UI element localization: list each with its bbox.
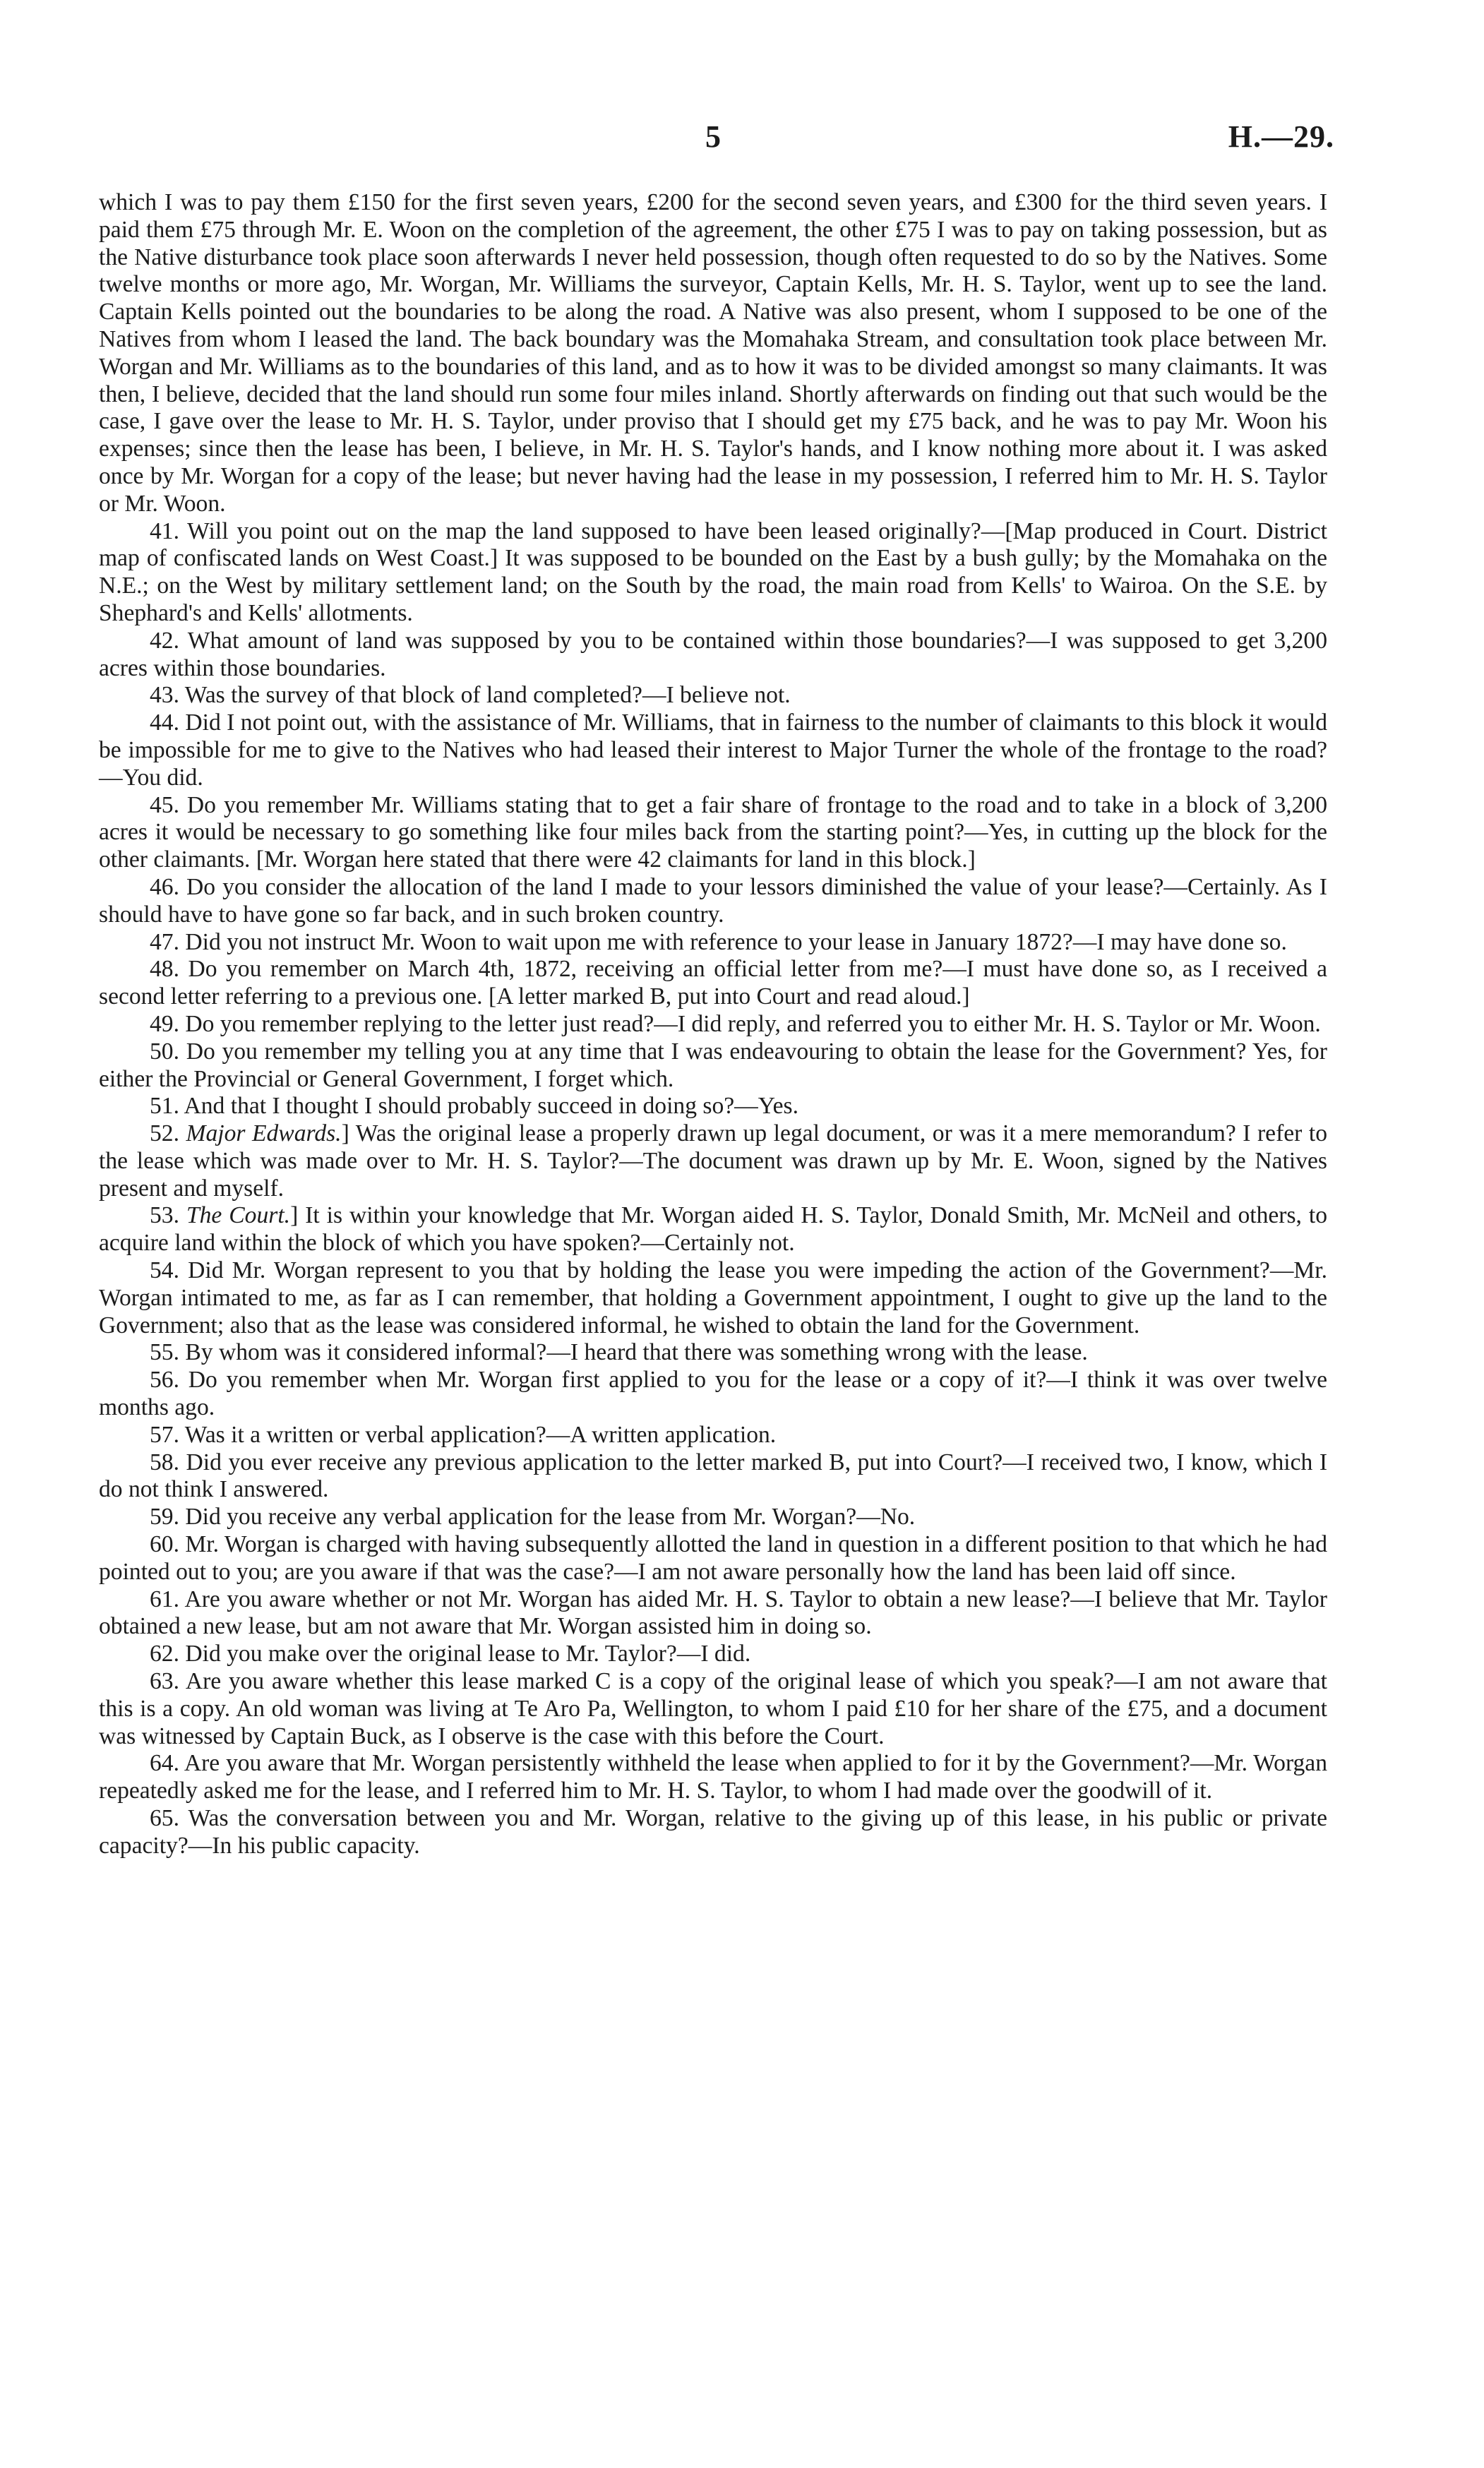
question-number: 53. [150,1202,179,1229]
paragraph-q42: 42. What amount of land was supposed by you to be contained within those boundaries?—I was supposed to get 3,200 acres within those boundaries. [99,627,1327,681]
document-reference: H.—29. [1228,119,1334,154]
paragraph-q54: 54. Did Mr. Worgan represent to you that by holding the lease you were impeding the action of the Government?—Mr. Worgan intimated to me, as far as I can remember, that holding a Government appointment, I ought to give up the land to the Government; also that as the lease was considered informal, he wished to obtain the land for the Government. [99,1257,1327,1338]
page-number: 5 [705,119,721,154]
paragraph-q57: 57. Was it a written or verbal application?—A written application. [150,1421,777,1448]
paragraph-q55: 55. By whom was it considered informal?—I heard that there was something wrong with the lease. [150,1339,1088,1366]
body-text [99,189,1327,1860]
question-number: 52. [150,1120,179,1147]
paragraph-continuation: which I was to pay them £150 for the first seven years, £200 for the second seven years, and £300 for the third seven years. I paid them £75 through Mr. E. Woon on the completion of the agreement, the other £75 I was to pay on taking possession, but as the Native disturbance took place soon afterwards I never held possession, though often requested to do so by the Natives. Some twelve months or more ago, Mr. Worgan, Mr. Williams the surveyor, Captain Kells, Mr. H. S. Taylor, went up to see the land. Captain Kells pointed out the boundaries to be along the road. A Native was also present, whom I supposed to be one of the Natives from whom I leased the land. The back boundary was the Momahaka Stream, and consultation took place between Mr. Worgan and Mr. Williams as to the boundaries of this land, and as to how it was to be divided amongst so many claimants. It was then, I believe, decided that the land should run some four miles inland. Shortly afterwards on finding out that such would be the case, I gave over the lease to Mr. H. S. Taylor, under proviso that I should get my £75 back, and he was to pay Mr. Woon his expenses; since then the lease has been, I believe, in Mr. H. S. Taylor's hands, and I know nothing more about it. I was asked once by Mr. Worgan for a copy of the lease; but never having had the lease in my possession, I referred him to Mr. H. S. Taylor or Mr. Woon. [99,189,1327,517]
paragraph-q50: 50. Do you remember my telling you at any time that I was endeavouring to obtain the lease for the Government? Yes, for either the Provincial or General Government, I forget which. [99,1038,1327,1092]
paragraph-q49: 49. Do you remember replying to the letter just read?—I did reply, and referred you to either Mr. H. S. Taylor or Mr. Woon. [150,1010,1321,1037]
paragraph-q44: 44. Did I not point out, with the assistance of Mr. Williams, that in fairness to the number of claimants to this block it would be impossible for me to give to the Natives who had leased their interest to Major Turner the whole of the frontage to the road?—You did. [99,709,1327,791]
paragraph-q59: 59. Did you receive any verbal application for the lease from Mr. Worgan?—No. [150,1504,916,1530]
paragraph-q53 [99,1202,1327,1257]
paragraph-q62: 62. Did you make over the original lease to Mr. Taylor?—I did. [150,1641,751,1667]
paragraph-q65: 65. Was the conversation between you and Mr. Worgan, relative to the giving up of this lease, in his public or private capacity?—In his public capacity. [99,1805,1327,1859]
question-text: ] It is within your knowledge that Mr. Worgan aided H. S. Taylor, Donald Smith, Mr. McNeil and others, to acquire land within the block of which you have spoken?—Certainly not. [99,1202,1328,1257]
paragraph-q41: 41. Will you point out on the map the land supposed to have been leased originally?—[Map produced in Court. District map of confiscated lands on West Coast.] It was supposed to be bounded on the East by a bush gully; by the Momahaka on the N.E.; on the West by military settlement land; on the South by the road, the main road from Kells' to Wairoa. On the S.E. by Shephard's and Kells' allotments. [99,517,1327,626]
paragraph-q51: 51. And that I thought I should probably succeed in doing so?—Yes. [150,1093,798,1120]
paragraph-q43: 43. Was the survey of that block of land completed?—I believe not. [150,682,791,709]
paragraph-q63: 63. Are you aware whether this lease marked C is a copy of the original lease of which you speak?—I am not aware that this is a copy. An old woman was living at Te Aro Pa, Wellington, to whom I paid £10 for her share of the £75, and a document was witnessed by Captain Buck, as I observe is the case with this before the Court. [99,1668,1327,1749]
paragraph-q61: 61. Are you aware whether or not Mr. Worgan has aided Mr. H. S. Taylor to obtain a new lease?—I believe that Mr. Taylor obtained a new lease, but am not aware that Mr. Worgan assisted him in doing so. [99,1586,1327,1640]
paragraph-q45: 45. Do you remember Mr. Williams stating that to get a fair share of frontage to the road and to take in a block of 3,200 acres it would be necessary to go something like four miles back from the starting point?—Yes, in cutting up the block for the other claimants. [Mr. Worgan here stated that there were 42 claimants for land in this block.] [99,791,1327,873]
paragraph-q64: 64. Are you aware that Mr. Worgan persistently withheld the lease when applied to for it by the Government?—Mr. Worgan repeatedly asked me for the lease, and I referred him to Mr. H. S. Taylor, to whom I had made over the goodwill of it. [99,1750,1327,1804]
question-text: ] Was the original lease a properly drawn up legal document, or was it a mere memorandum? I refer to the lease which was made over to Mr. H. S. Taylor?—The document was drawn up by Mr. E. Woon, signed by the Natives present and myself. [99,1120,1327,1202]
paragraph-q47: 47. Did you not instruct Mr. Woon to wait upon me with reference to your lease in January 1872?—I may have done so. [150,928,1287,955]
paragraph-q52 [99,1120,1327,1202]
paragraph-q46: 46. Do you consider the allocation of the land I made to your lessors diminished the value of your lease?—Certainly. As I should have to have gone so far back, and in such broken country. [99,873,1327,928]
speaker-name: The Court. [186,1202,291,1229]
speaker-name: Major Edwards. [186,1120,342,1147]
paragraph-q60: 60. Mr. Worgan is charged with having subsequently allotted the land in question in a different position to that which he had pointed out to you; are you aware if that was the case?—I am not aware personally how the land has been laid off since. [99,1531,1327,1585]
paragraph-q58: 58. Did you ever receive any previous application to the letter marked B, put into Court?—I received two, I know, which I do not think I answered. [99,1449,1327,1503]
paragraph-q56: 56. Do you remember when Mr. Worgan first applied to you for the lease or a copy of it?—I think it was over twelve months ago. [99,1367,1327,1421]
paragraph-q48: 48. Do you remember on March 4th, 1872, receiving an official letter from me?—I must have done so, as I received a second letter referring to a previous one. [A letter marked B, put into Court and read aloud.] [99,956,1327,1010]
